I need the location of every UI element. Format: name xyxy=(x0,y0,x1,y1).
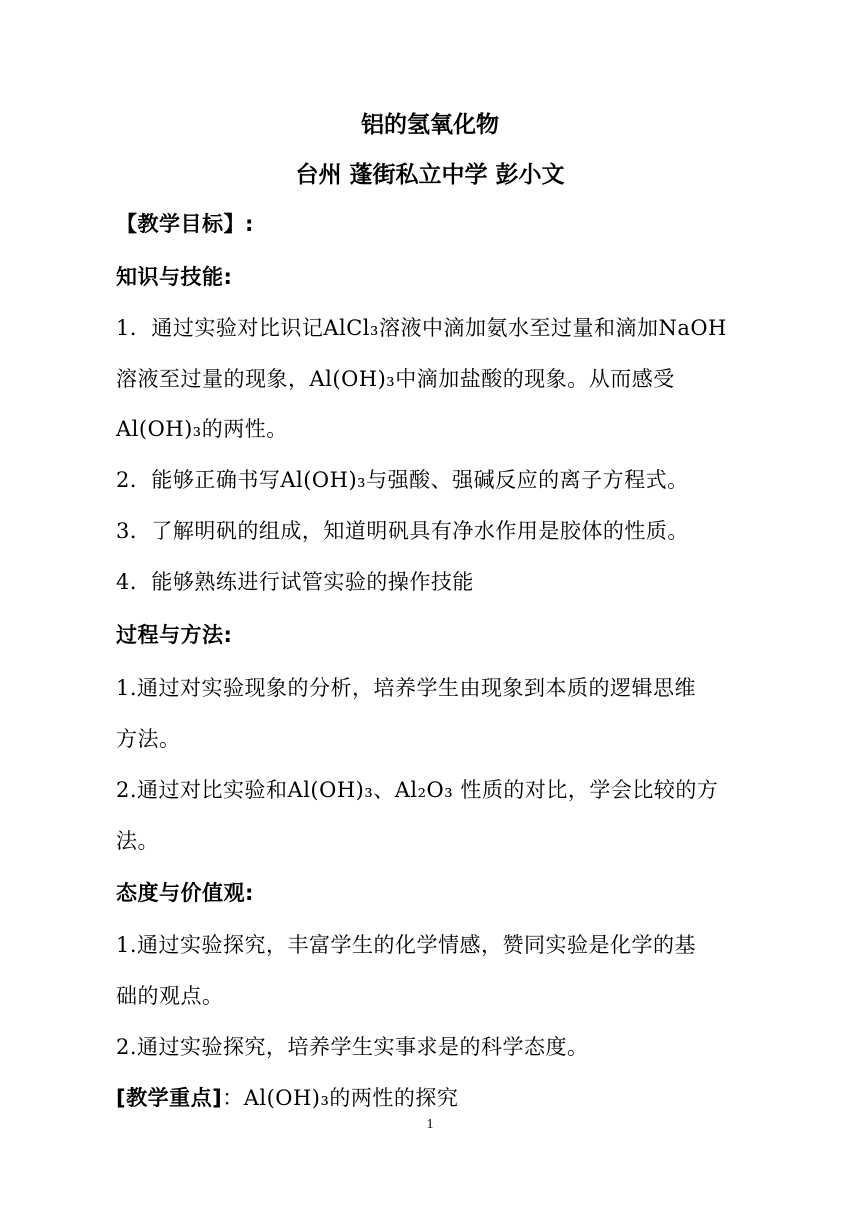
process-line-4: 法。 xyxy=(116,829,159,853)
teaching-focus-text: ：Al(OH)₃的两性的探究 xyxy=(222,1086,459,1110)
process-line-1: 1.通过对实验现象的分析，培养学生由现象到本质的逻辑思维 xyxy=(116,676,697,700)
knowledge-line-6: 4．能够熟练进行试管实验的操作技能 xyxy=(116,570,474,594)
process-line-2: 方法。 xyxy=(116,727,181,751)
objectives-heading: 【教学目标】: xyxy=(116,212,254,236)
attitude-heading: 态度与价值观: xyxy=(116,881,254,905)
teaching-focus-label: [教学重点] xyxy=(116,1086,223,1110)
knowledge-line-4: 2．能够正确书写Al(OH)₃与强酸、强碱反应的离子方程式。 xyxy=(116,468,689,492)
document-title: 铝的氢氧化物 xyxy=(361,112,499,138)
attitude-line-3: 2.通过实验探究，培养学生实事求是的科学态度。 xyxy=(116,1035,589,1059)
knowledge-line-3: Al(OH)₃的两性。 xyxy=(116,417,288,441)
knowledge-line-2: 溶液至过量的现象，Al(OH)₃中滴加盐酸的现象。从而感受 xyxy=(116,367,675,391)
knowledge-line-1: 1．通过实验对比识记AlCl₃溶液中滴加氨水至过量和滴加NaOH xyxy=(116,316,727,340)
knowledge-heading: 知识与技能: xyxy=(116,265,233,289)
author-line: 台州 蓬街私立中学 彭小文 xyxy=(295,162,565,188)
attitude-line-1: 1.通过实验探究，丰富学生的化学情感，赞同实验是化学的基 xyxy=(116,933,697,957)
attitude-line-2: 础的观点。 xyxy=(116,984,224,1008)
page-number: 1 xyxy=(426,1117,434,1132)
process-line-3: 2.通过对比实验和Al(OH)₃、Al₂O₃ 性质的对比，学会比较的方 xyxy=(116,778,719,802)
knowledge-line-5: 3．了解明矾的组成，知道明矾具有净水作用是胶体的性质。 xyxy=(116,519,689,543)
process-heading: 过程与方法: xyxy=(116,623,233,647)
teaching-focus xyxy=(116,1083,458,1113)
